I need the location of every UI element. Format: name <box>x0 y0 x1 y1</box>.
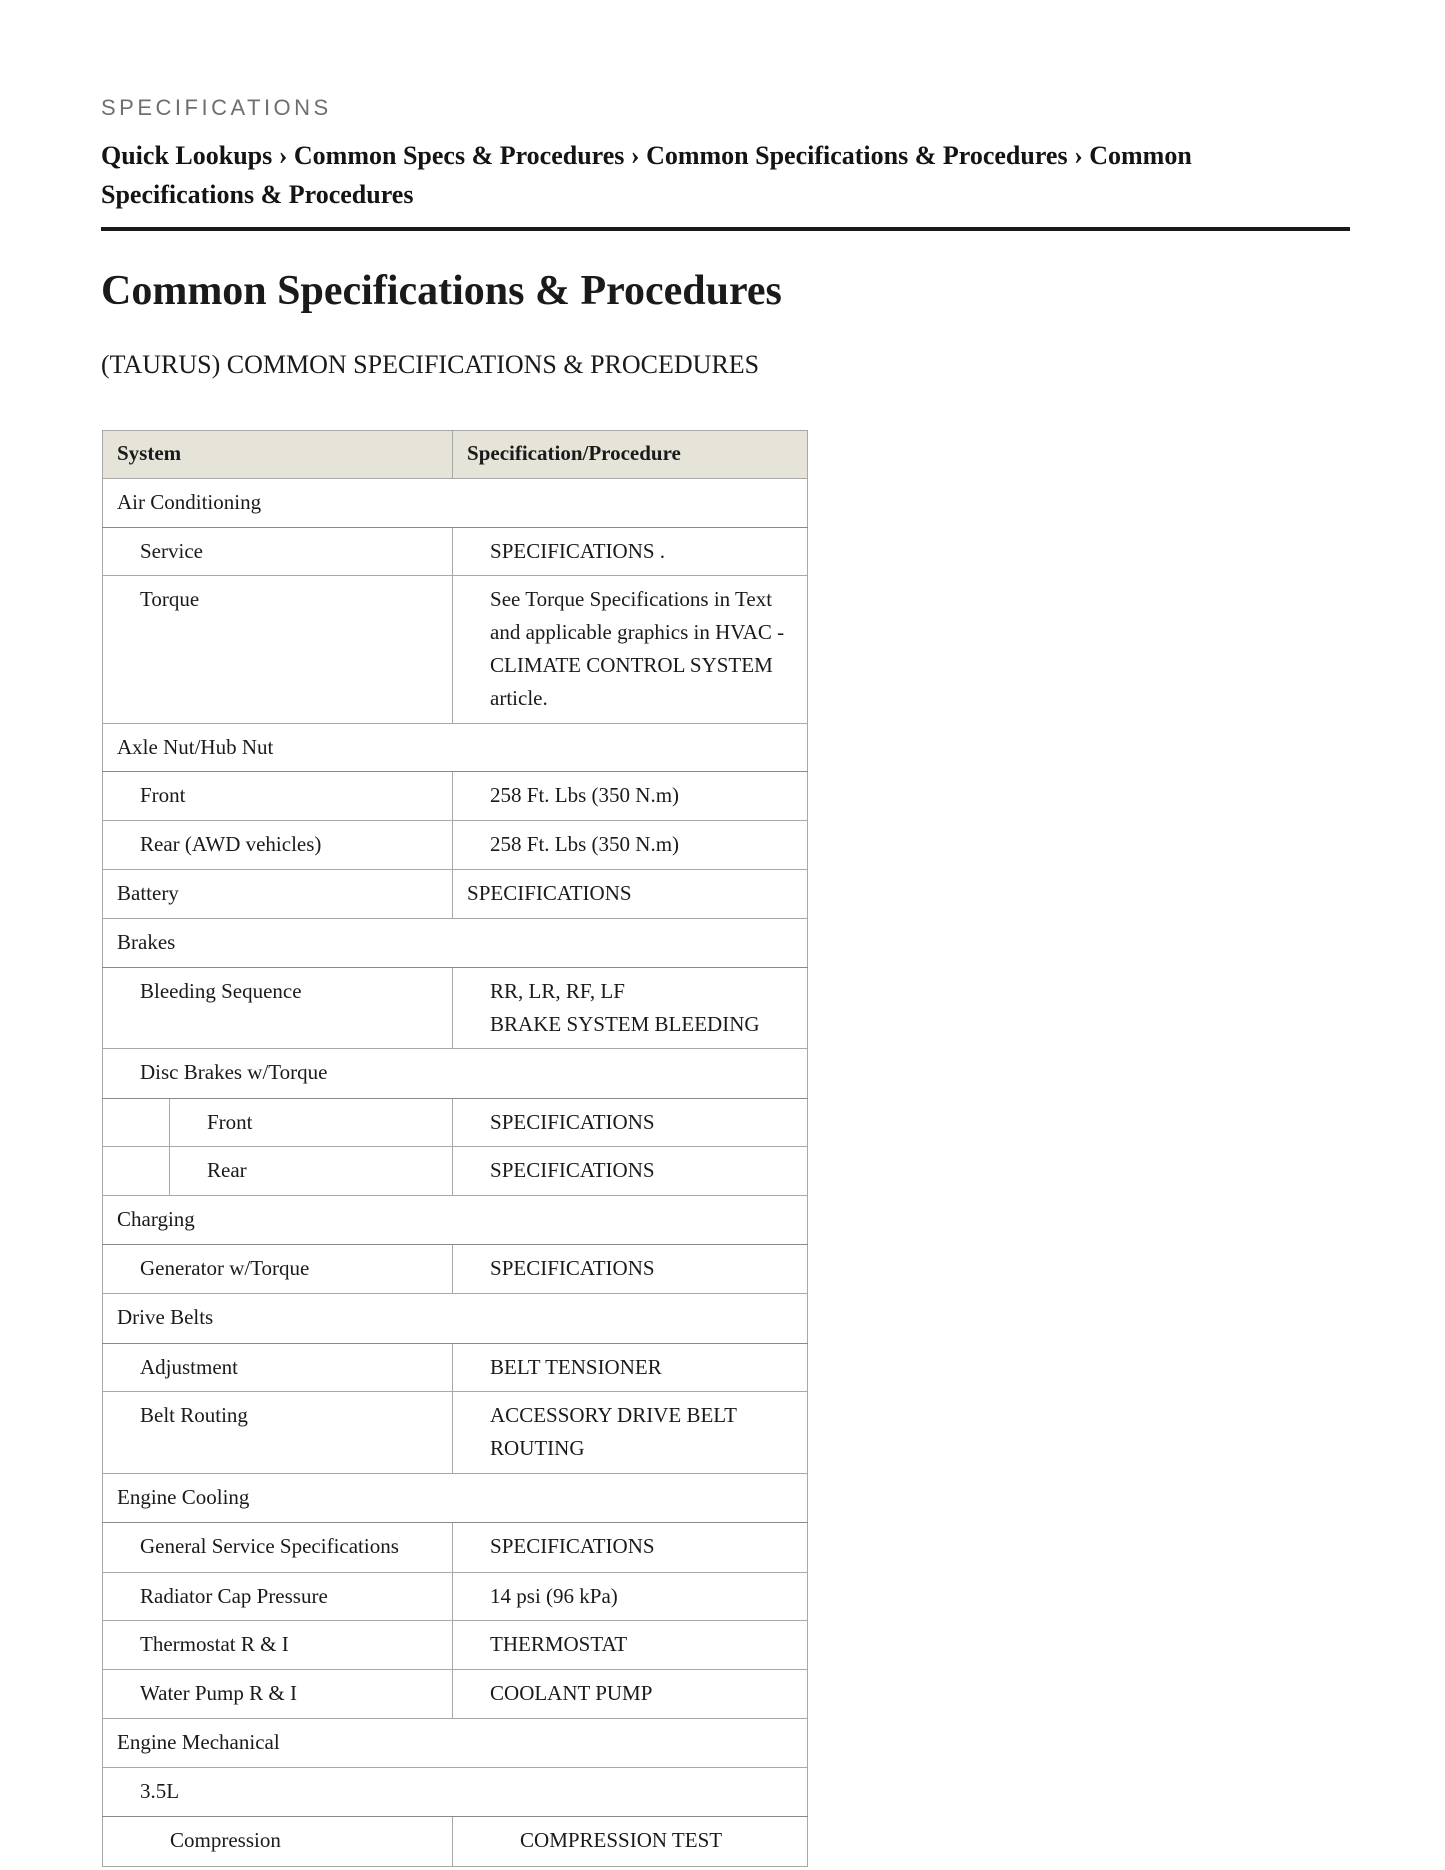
spec-cell: 258 Ft. Lbs (350 N.m) <box>453 821 808 870</box>
system-cell: Water Pump R & I <box>103 1670 453 1719</box>
table-row <box>103 724 808 772</box>
table-row <box>103 1099 808 1147</box>
spec-cell: COOLANT PUMP <box>453 1670 808 1719</box>
page-subtitle: (TAURUS) COMMON SPECIFICATIONS & PROCEDURES <box>101 350 760 379</box>
page-title: Common Specifications & Procedures <box>101 268 782 314</box>
group-label: Engine Cooling <box>103 1474 808 1523</box>
system-cell: Front <box>170 1099 453 1147</box>
spec-cell: BELT TENSIONER <box>453 1344 808 1392</box>
indent-cell <box>103 1099 170 1147</box>
spec-line: RR, LR, RF, LF <box>490 979 625 1003</box>
system-cell: Rear <box>170 1147 453 1196</box>
system-cell: Rear (AWD vehicles) <box>103 821 453 870</box>
spec-cell: 14 psi (96 kPa) <box>453 1573 808 1621</box>
spec-cell: SPECIFICATIONS <box>453 1523 808 1573</box>
subgroup-label: Disc Brakes w/Torque <box>103 1049 808 1099</box>
spec-cell <box>453 968 808 1049</box>
spec-cell: COMPRESSION TEST <box>453 1817 808 1867</box>
table-header-row <box>103 431 808 479</box>
group-label: Axle Nut/Hub Nut <box>103 724 808 772</box>
spec-line: BRAKE SYSTEM BLEEDING <box>490 1012 760 1036</box>
table-row <box>103 1817 808 1867</box>
system-cell: Bleeding Sequence <box>103 968 453 1049</box>
group-label: Brakes <box>103 919 808 968</box>
system-cell: Generator w/Torque <box>103 1245 453 1294</box>
table-row <box>103 528 808 576</box>
spec-cell: SPECIFICATIONS <box>453 1245 808 1294</box>
spec-cell: ACCESSORY DRIVE BELT ROUTING <box>453 1392 808 1474</box>
system-cell: Belt Routing <box>103 1392 453 1474</box>
table-row <box>103 1474 808 1523</box>
table-row <box>103 479 808 528</box>
system-cell: Thermostat R & I <box>103 1621 453 1670</box>
spec-cell: SPECIFICATIONS . <box>453 528 808 576</box>
table-row <box>103 821 808 870</box>
system-cell: Adjustment <box>103 1344 453 1392</box>
spec-cell: THERMOSTAT <box>453 1621 808 1670</box>
table-row <box>103 1196 808 1245</box>
table-row <box>103 1573 808 1621</box>
table-row <box>103 919 808 968</box>
table-row <box>103 1719 808 1768</box>
indent-cell <box>103 1147 170 1196</box>
system-cell: General Service Specifications <box>103 1523 453 1573</box>
group-label: Charging <box>103 1196 808 1245</box>
table-row <box>103 1670 808 1719</box>
spec-cell: SPECIFICATIONS <box>453 1099 808 1147</box>
table-row <box>103 1245 808 1294</box>
section-eyebrow: SPECIFICATIONS <box>101 95 332 120</box>
spec-cell: SPECIFICATIONS <box>453 1147 808 1196</box>
system-cell: Torque <box>103 576 453 724</box>
system-cell: Service <box>103 528 453 576</box>
column-header-specification: Specification/Procedure <box>453 431 808 479</box>
table-row <box>103 968 808 1049</box>
spec-cell: See Torque Specifications in Text and applicable graphics in HVAC - CLIMATE CONTROL SYSTEM article. <box>453 576 808 724</box>
system-cell: Radiator Cap Pressure <box>103 1573 453 1621</box>
table-row <box>103 1294 808 1344</box>
table-row <box>103 870 808 919</box>
subgroup-label: 3.5L <box>103 1768 808 1817</box>
table-row <box>103 1768 808 1817</box>
table-row <box>103 1523 808 1573</box>
column-header-system: System <box>103 431 453 479</box>
spec-cell: 258 Ft. Lbs (350 N.m) <box>453 772 808 821</box>
table-row <box>103 1344 808 1392</box>
system-cell: Compression <box>103 1817 453 1867</box>
table-row <box>103 1392 808 1474</box>
group-label: Drive Belts <box>103 1294 808 1344</box>
group-label: Engine Mechanical <box>103 1719 808 1768</box>
spec-cell: SPECIFICATIONS <box>453 870 808 919</box>
header-divider <box>101 227 1350 231</box>
table-row <box>103 1049 808 1099</box>
group-label: Air Conditioning <box>103 479 808 528</box>
system-cell: Front <box>103 772 453 821</box>
breadcrumb: Quick Lookups › Common Specs & Procedures › Common Specifications & Procedures › Common Specifications & Procedures <box>101 141 1192 209</box>
system-cell: Battery <box>103 870 453 919</box>
table-row <box>103 772 808 821</box>
table-row <box>103 1147 808 1196</box>
table-row <box>103 1621 808 1670</box>
specs-table <box>102 430 808 1867</box>
table-row <box>103 576 808 724</box>
